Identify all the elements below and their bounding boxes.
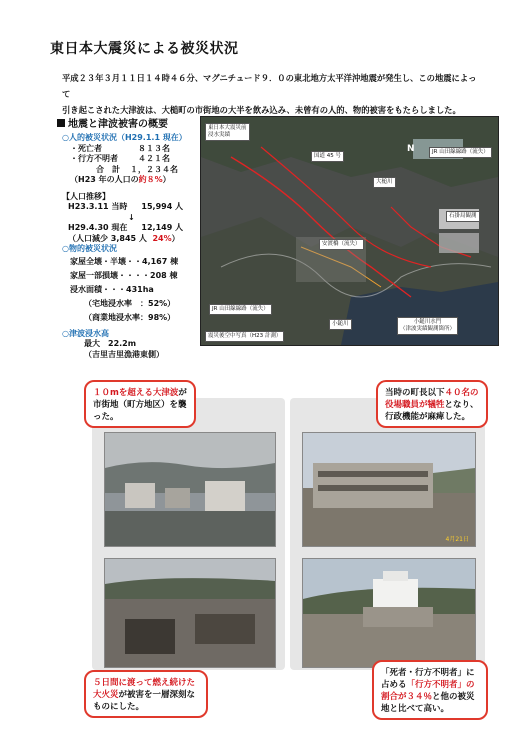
stat-row-dead	[62, 144, 202, 155]
intro-paragraph	[62, 70, 482, 118]
photo-fire-damage	[104, 558, 276, 668]
callout-emphasis: 「行方不明者」の割合が３４％	[381, 680, 475, 702]
callout-text: と他の被災地と比べて高い。	[381, 692, 475, 714]
tsunami-height-max: 最大 22.2m	[84, 339, 137, 348]
callout-text: 当時の町長以下	[385, 388, 445, 398]
stats-column	[62, 133, 202, 360]
population-value: 12,149 人	[141, 223, 184, 232]
callout-emphasis: ４０名の役場職員が犠牲	[385, 388, 479, 410]
date-stamp: 4月21日	[445, 536, 469, 543]
stat-value: ４２１名	[138, 154, 170, 163]
callout-text: 「死者・行方不明者」に占める	[381, 668, 475, 690]
population-ratio-note	[62, 175, 202, 186]
map-label-route45: 国道 45 号	[311, 151, 344, 162]
callout-town-officials	[376, 380, 488, 428]
tsunami-height-heading: ○津波浸水高	[62, 328, 109, 338]
down-arrow-icon: ↓	[128, 212, 135, 222]
population-row-2017	[62, 223, 202, 234]
callout-tsunami	[84, 380, 196, 428]
aerial-map	[200, 116, 499, 346]
map-label-kozuchi-river: 小鎚川	[329, 319, 352, 330]
callout-text: が被害を一層深刻なものにした。	[93, 690, 196, 712]
callout-emphasis: １０mを超える大津波	[93, 388, 179, 398]
photo-boat-on-building	[302, 558, 476, 668]
legend-line: 東日本大震災前	[208, 125, 247, 131]
stat-value: １，２３４名	[130, 164, 178, 174]
note-value: 約８%	[138, 175, 163, 184]
callout-emphasis: ５日間に渡って燃え続けた大火災	[93, 678, 196, 700]
north-arrow-icon: N	[407, 144, 415, 154]
overview-heading-text: 地震と津波被害の概要	[68, 119, 168, 130]
map-photo-note: 震災後空中写真（H23 計測）	[205, 331, 284, 342]
tsunami-height-location: （吉里吉里漁港東側）	[84, 349, 164, 359]
property-row: 浸水面積・・・431ha	[70, 284, 154, 294]
callout-text: となり、行政機能が麻痺した。	[385, 400, 479, 422]
intro-line-1: 平成２３年３月１１日１４時４６分、マグニチュード９．０の東北地方太平洋沖地震が発生し、この地震によって	[62, 73, 477, 99]
property-row: （宅地浸水率 ：52%）	[84, 298, 176, 308]
population-decrease	[62, 234, 202, 245]
page-title: 東日本大震災による被災状況	[50, 41, 239, 57]
property-row: 家屋一部損壊・・・・208 棟	[70, 270, 178, 280]
callout-text: が市街地（町方地区）を襲った。	[93, 388, 187, 422]
stat-label: ・死亡者	[70, 143, 102, 153]
photo-tsunami-town	[104, 432, 276, 547]
map-label-ishikawa: 石掛局観測	[446, 211, 480, 222]
property-row: （商業地浸水率：98%）	[84, 312, 176, 322]
population-value: 15,994 人	[141, 202, 184, 211]
map-label-jr-upper: JR 山田線線路（流失）	[429, 147, 492, 158]
population-row-2011	[62, 202, 202, 213]
stat-row-missing	[62, 154, 202, 165]
note-prefix: （H23 年の人口の	[70, 175, 139, 184]
decrease-suffix: ）	[171, 233, 180, 243]
intro-line-2: 引き起こされた大津波は、大槌町の市街地の大半を飲み込み、未曾有の人的、物的被害をもたらしました。	[62, 105, 461, 115]
square-bullet-icon	[57, 119, 65, 127]
legend-line: 浸水実績	[208, 132, 231, 138]
stat-label: 合 計	[96, 164, 120, 174]
property-row: 家屋全壊・半壊・・4,167 棟	[70, 256, 179, 266]
decrease-prefix: （人口減少 3,845 人	[68, 233, 147, 243]
property-damage-heading: ○物的被災状況	[62, 244, 117, 253]
stat-value: ８１３名	[138, 143, 170, 153]
map-label-ootsuchi-river: 大槌川	[373, 177, 396, 188]
map-label-ando-bridge: 安渡橋（流失）	[319, 239, 364, 250]
property-damage-list	[62, 255, 202, 325]
stat-row-total	[62, 165, 202, 176]
population-label: H29.4.30 現在	[68, 223, 128, 232]
stat-label: ・行方不明者	[70, 154, 118, 163]
map-legend	[205, 123, 250, 141]
population-label: H23.3.11 当時	[68, 202, 128, 211]
overview-heading	[57, 115, 168, 130]
photo-town-hall	[302, 432, 476, 547]
map-label-jr-lower: JR 山田線線路（流失）	[209, 304, 272, 315]
decrease-value: 24%	[152, 233, 172, 243]
map-label-kozuchi-gate: 小鎚川水門 （津波実績観測箇所）	[397, 317, 458, 335]
callout-missing-ratio	[372, 660, 488, 720]
human-damage-heading: ○人的被災状況（H29.1.1 現在）	[62, 133, 187, 142]
note-suffix: ）	[162, 175, 171, 184]
callout-fire	[84, 670, 208, 718]
population-heading: 【人口推移】	[62, 191, 110, 201]
